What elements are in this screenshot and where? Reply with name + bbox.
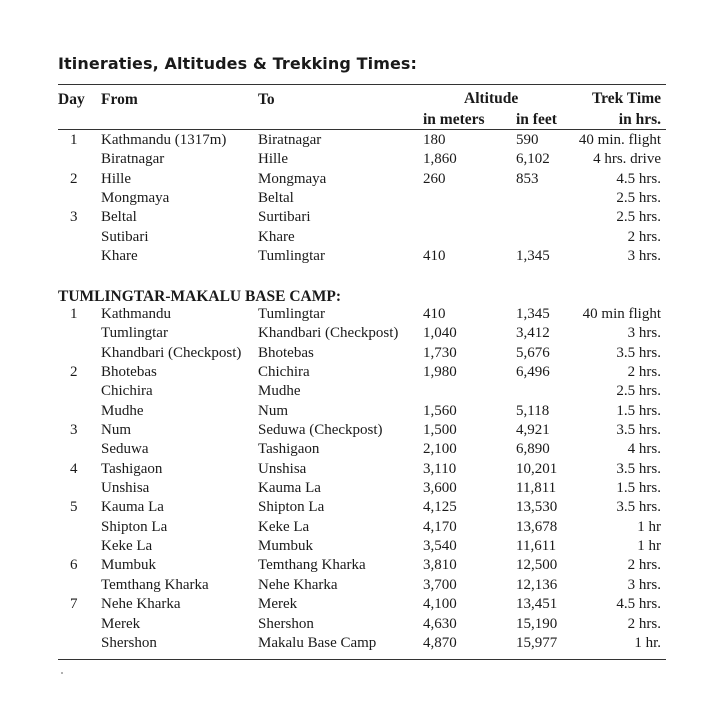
- table-row: [0, 595, 720, 614]
- cell-day: 1: [70, 306, 78, 322]
- cell-to: Mongmaya: [258, 170, 327, 187]
- cell-to: Seduwa (Checkpost): [258, 422, 383, 439]
- cell-from: Nehe Kharka: [101, 596, 181, 613]
- table-row: [0, 247, 720, 266]
- table-row: [0, 518, 720, 537]
- cell-altitude-meters: 1,860: [423, 151, 457, 168]
- cell-altitude-meters: 1,500: [423, 422, 457, 439]
- cell-altitude-feet: 13,530: [516, 499, 558, 516]
- cell-trek-time: 40 min flight: [582, 306, 661, 322]
- cell-trek-time: 3 hrs.: [627, 576, 661, 593]
- cell-altitude-meters: 410: [423, 248, 446, 265]
- table-row: [0, 440, 720, 459]
- cell-altitude-meters: 3,810: [423, 557, 457, 574]
- cell-to: Surtibari: [258, 209, 311, 226]
- cell-from: Unshisa: [101, 480, 150, 497]
- cell-altitude-feet: 1,345: [516, 248, 550, 265]
- cell-from: Mongmaya: [101, 190, 170, 207]
- cell-trek-time: 3.5 hrs.: [616, 499, 661, 516]
- cell-altitude-meters: 4,630: [423, 615, 457, 632]
- table-row: [0, 131, 720, 150]
- table-row: [0, 305, 720, 324]
- cell-day: 2: [70, 364, 78, 381]
- cell-trek-time: 3.5 hrs.: [616, 344, 661, 361]
- cell-altitude-meters: 4,125: [423, 499, 457, 516]
- cell-from: Kauma La: [101, 499, 164, 516]
- cell-altitude-meters: 3,110: [423, 460, 457, 477]
- cell-trek-time: 2.5 hrs.: [616, 209, 661, 226]
- cell-from: Kathmandu: [101, 306, 171, 322]
- cell-to: Hille: [258, 151, 288, 168]
- cell-from: Sutibari: [101, 228, 149, 245]
- cell-trek-time: 4 hrs.: [627, 441, 661, 458]
- header-bottom-rule: [58, 129, 666, 130]
- cell-from: Merek: [101, 615, 141, 632]
- table-row: [0, 170, 720, 189]
- cell-to: Khare: [258, 228, 295, 245]
- cell-altitude-meters: 260: [423, 170, 446, 187]
- table-row: [0, 460, 720, 479]
- cell-trek-time: 1 hr: [637, 538, 661, 555]
- cell-from: Khare: [101, 248, 138, 265]
- table-row: [0, 344, 720, 363]
- cell-altitude-feet: 15,190: [516, 615, 558, 632]
- cell-to: Tashigaon: [258, 441, 320, 458]
- cell-day: 6: [70, 557, 78, 574]
- header-in-hrs: in hrs.: [618, 111, 661, 128]
- table-bottom-rule: [58, 659, 666, 660]
- cell-to: Bhotebas: [258, 344, 314, 361]
- cell-altitude-feet: 15,977: [516, 634, 558, 651]
- header-day: Day: [58, 91, 85, 108]
- cell-to: Kauma La: [258, 480, 321, 497]
- cell-altitude-meters: 4,100: [423, 596, 457, 613]
- cell-altitude-meters: 4,170: [423, 518, 457, 535]
- cell-to: Mudhe: [258, 383, 301, 400]
- cell-altitude-feet: 6,102: [516, 151, 550, 168]
- cell-trek-time: 3.5 hrs.: [616, 422, 661, 439]
- table-row: [0, 228, 720, 247]
- section-title: TUMLINGTAR-MAKALU BASE CAMP:: [58, 288, 342, 305]
- table-row: [0, 189, 720, 208]
- table-row: [0, 421, 720, 440]
- cell-day: 7: [70, 596, 78, 613]
- cell-altitude-feet: 6,890: [516, 441, 550, 458]
- cell-altitude-feet: 4,921: [516, 422, 550, 439]
- cell-from: Shershon: [101, 634, 157, 651]
- table-row: [0, 556, 720, 575]
- cell-to: Tumlingtar: [258, 306, 325, 322]
- cell-altitude-feet: 11,611: [516, 538, 557, 555]
- cell-from: Chichira: [101, 383, 153, 400]
- cell-to: Shipton La: [258, 499, 325, 516]
- cell-trek-time: 3.5 hrs.: [616, 460, 661, 477]
- cell-to: Keke La: [258, 518, 310, 535]
- cell-altitude-meters: 2,100: [423, 441, 457, 458]
- table-row: [0, 363, 720, 382]
- cell-trek-time: 2.5 hrs.: [616, 190, 661, 207]
- header-altitude: Altitude: [464, 90, 519, 107]
- table-row: [0, 615, 720, 634]
- cell-day: 3: [70, 422, 78, 439]
- cell-altitude-feet: 12,136: [516, 576, 558, 593]
- cell-trek-time: 1.5 hrs.: [616, 402, 661, 419]
- cell-altitude-feet: 11,811: [516, 480, 557, 497]
- cell-trek-time: 2 hrs.: [627, 557, 661, 574]
- cell-trek-time: 40 min. flight: [578, 132, 661, 148]
- cell-to: Nehe Kharka: [258, 576, 338, 593]
- cell-altitude-meters: 3,540: [423, 538, 457, 555]
- table-row: [0, 537, 720, 556]
- cell-day: 4: [70, 460, 78, 477]
- cell-from: Hille: [101, 170, 131, 187]
- cell-trek-time: 1 hr.: [634, 634, 661, 651]
- cell-from: Seduwa: [101, 441, 149, 458]
- header-in-meters: in meters: [423, 111, 485, 128]
- table-row: [0, 634, 720, 653]
- cell-from: Shipton La: [101, 518, 168, 535]
- cell-altitude-feet: 1,345: [516, 306, 550, 322]
- cell-day: 3: [70, 209, 78, 226]
- cell-from: Biratnagar: [101, 151, 165, 168]
- cell-from: Khandbari (Checkpost): [101, 344, 242, 361]
- cell-to: Beltal: [258, 190, 294, 207]
- cell-trek-time: 2.5 hrs.: [616, 383, 661, 400]
- table-row: [0, 402, 720, 421]
- itinerary-table-section-1: [0, 131, 720, 266]
- cell-trek-time: 4.5 hrs.: [616, 596, 661, 613]
- cell-altitude-meters: 4,870: [423, 634, 457, 651]
- cell-to: Num: [258, 402, 288, 419]
- cell-altitude-feet: 5,676: [516, 344, 550, 361]
- cell-altitude-meters: 1,040: [423, 325, 457, 342]
- cell-day: 5: [70, 499, 78, 516]
- cell-to: Unshisa: [258, 460, 307, 477]
- cell-from: Keke La: [101, 538, 153, 555]
- cell-altitude-feet: 10,201: [516, 460, 558, 477]
- cell-to: Temthang Kharka: [258, 557, 366, 574]
- header-top-rule: [58, 84, 666, 85]
- cell-from: Mudhe: [101, 402, 144, 419]
- cell-trek-time: 1.5 hrs.: [616, 480, 661, 497]
- cell-from: Mumbuk: [101, 557, 157, 574]
- cell-to: Shershon: [258, 615, 314, 632]
- cell-from: Kathmandu (1317m): [101, 132, 227, 148]
- header-to: To: [258, 91, 275, 108]
- cell-day: 2: [70, 170, 78, 187]
- cell-altitude-meters: 3,600: [423, 480, 457, 497]
- cell-trek-time: 2 hrs.: [627, 364, 661, 381]
- table-row: [0, 208, 720, 227]
- cell-from: Num: [101, 422, 131, 439]
- header-from: From: [101, 91, 138, 108]
- header-trek-time: Trek Time: [591, 90, 661, 107]
- page-title: Itineraties, Altitudes & Trekking Times:: [58, 54, 418, 73]
- cell-trek-time: 4 hrs. drive: [593, 151, 661, 168]
- cell-to: Merek: [258, 596, 298, 613]
- cell-trek-time: 4.5 hrs.: [616, 170, 661, 187]
- itinerary-table-section-2: [0, 305, 720, 653]
- cell-altitude-meters: 3,700: [423, 576, 457, 593]
- cell-altitude-feet: 5,118: [516, 402, 550, 419]
- cell-altitude-meters: 1,730: [423, 344, 457, 361]
- cell-trek-time: 2 hrs.: [627, 228, 661, 245]
- cell-trek-time: 3 hrs.: [627, 325, 661, 342]
- cell-to: Biratnagar: [258, 132, 322, 148]
- cell-day: 1: [70, 132, 78, 148]
- cell-trek-time: 2 hrs.: [627, 615, 661, 632]
- cell-altitude-feet: 12,500: [516, 557, 558, 574]
- cell-altitude-feet: 853: [516, 170, 539, 187]
- table-row: [0, 150, 720, 169]
- table-row: [0, 324, 720, 343]
- cell-altitude-feet: 13,451: [516, 596, 558, 613]
- table-row: [0, 382, 720, 401]
- cell-to: Mumbuk: [258, 538, 314, 555]
- table-row: [0, 498, 720, 517]
- cell-from: Temthang Kharka: [101, 576, 209, 593]
- cell-altitude-feet: 6,496: [516, 364, 550, 381]
- cell-to: Tumlingtar: [258, 248, 325, 265]
- cell-altitude-feet: 13,678: [516, 518, 558, 535]
- cell-altitude-feet: 3,412: [516, 325, 550, 342]
- cell-altitude-feet: 590: [516, 132, 539, 148]
- cell-from: Bhotebas: [101, 364, 157, 381]
- header-in-feet: in feet: [516, 111, 557, 128]
- cell-from: Tashigaon: [101, 460, 163, 477]
- cell-altitude-meters: 1,560: [423, 402, 457, 419]
- table-row: [0, 576, 720, 595]
- cell-to: Khandbari (Checkpost): [258, 325, 399, 342]
- table-row: [0, 479, 720, 498]
- cell-trek-time: 1 hr: [637, 518, 661, 535]
- cell-altitude-meters: 1,980: [423, 364, 457, 381]
- cell-from: Beltal: [101, 209, 137, 226]
- cell-altitude-meters: 410: [423, 306, 446, 322]
- scan-speck: [61, 672, 63, 674]
- cell-from: Tumlingtar: [101, 325, 168, 342]
- cell-to: Makalu Base Camp: [258, 634, 377, 651]
- cell-to: Chichira: [258, 364, 310, 381]
- cell-trek-time: 3 hrs.: [627, 248, 661, 265]
- cell-altitude-meters: 180: [423, 132, 446, 148]
